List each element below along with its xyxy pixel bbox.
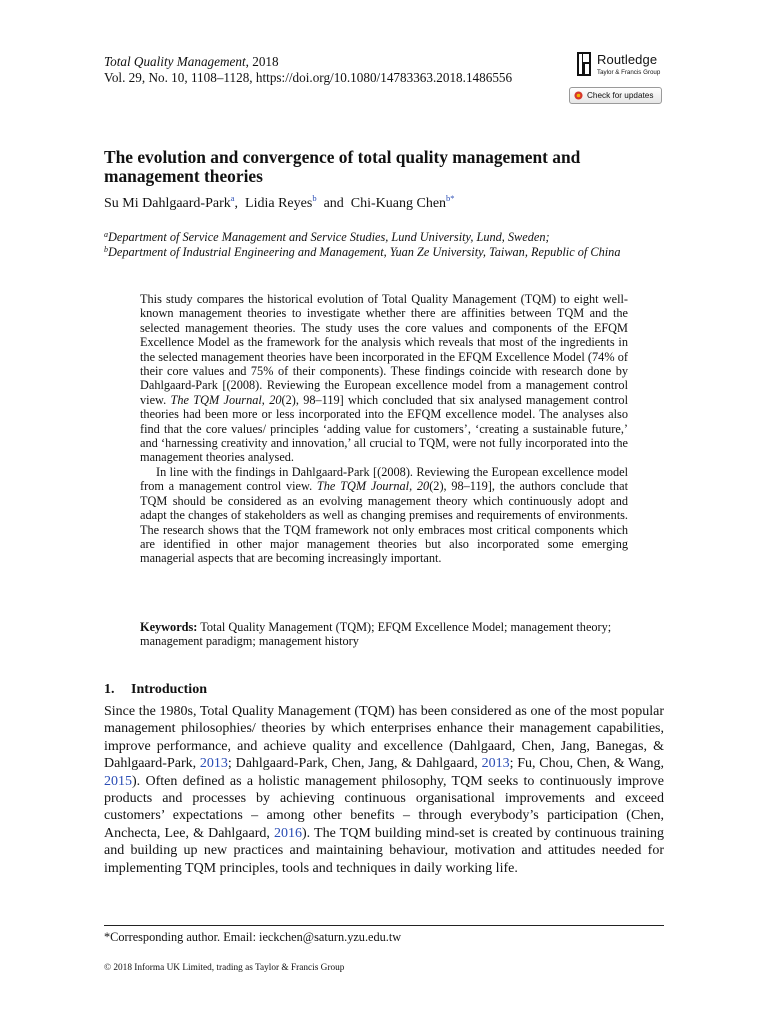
introduction-paragraph [104,703,664,877]
body-text: ). The TQM building mind-set is created by continuous training and building up new practices and maintaining behaviour, motivation and attitudes needed for implementing TQM principles, tools and techniques in daily working life. [104,825,664,876]
author-affiliation-mark[interactable]: b* [446,193,455,203]
citation-link[interactable]: 2015 [104,773,132,789]
author-separator: , [234,196,246,211]
check-for-updates-button[interactable] [569,87,662,104]
keywords-text: Total Quality Management (TQM); EFQM Excellence Model; management theory; management paradigm; management history [140,620,612,649]
affiliation-mark: b [104,244,108,254]
volume-number: 20 [416,479,430,494]
footnote-divider [104,925,664,926]
body-text: ; Dahlgaard-Park, Chen, Jang, & Dahlgaard, [227,756,482,772]
routledge-logo [575,48,675,82]
abstract-text: (2), 98–119] which concluded that six analysed management control theories had been more or less incorporated into the EFQM excellence model. The analyses also find that the core values/ principles ‘adding value for customers’, ‘creating a sustainable future,’ and ‘harnessing creativity and innovation,’ all crucial to TQM, were not fully incorporated into the management theories analysed. [140,392,628,465]
abstract-text: In line with the findings in Dahlgaard-Park [(2008). Reviewing the European excellence model from a management control view. [140,464,628,494]
abstract-paragraph [140,465,628,566]
body-text: ). Often defined as a holistic management philosophy, TQM seeks to continuously improve products and processes by achieving continuous organisational improvements and exceed customers’ expectations – among other benefits – through everybody’s participation (Chen, Anchecta, Lee, & Dahlgaard, [104,773,664,841]
author-list [104,193,455,212]
affiliation-text: Department of Service Management and Service Studies, Lund University, Lund, Sweden; [108,230,550,244]
abstract-text: (2), 98–119], the authors conclude that TQM should be considered as an evolving management theory which continuously adopt and adapt the changes of stakeholders as well as changing premises and requirements of environments. The research shows that the TQM framework not only embraces most critical components which are identified in other major management theories but also incorporated some emerging managerial aspects that are becoming increasingly important. [140,479,628,566]
section-heading [104,682,207,698]
keywords-label: Keywords: [140,620,198,634]
routledge-logo-icon [577,52,591,76]
author-separator: and [316,196,351,211]
abstract-text: This study compares the historical evolution of Total Quality Management (TQM) to eight well-known management theories to investigate whether there are affinities between TQM and the selected management theories. The study uses the core values and components of the EFQM Excellence Model as the framework for the analysis which reveals that most of the ingredients in the selected management theories have been incorporated in the EFQM Excellence Model (74% of their core values and 75% of their components). These findings coincide with research done by Dahlgaard-Park [(2008). Reviewing the European excellence model from a management control view. [140,292,628,407]
journal-name: Total Quality Management [104,54,246,69]
corresponding-author-footnote: *Corresponding author. Email: ieckchen@saturn.yzu.edu.tw [104,930,402,944]
citation-link[interactable]: 2013 [481,756,510,772]
keywords [140,620,628,649]
affiliation-mark: a [104,230,108,239]
author-affiliation-mark[interactable]: a [230,193,235,203]
volume-number: 20 [269,392,282,407]
body-text: ; Fu, Chou, Chen, & Wang, [509,756,664,772]
check-for-updates-label: Check for updates [587,90,654,100]
article-title: The evolution and convergence of total quality management and management theories [104,147,581,186]
abstract-paragraph [140,292,628,465]
journal-citation: The TQM Journal [170,392,262,407]
publisher-subtitle: Taylor & Francis Group [597,69,661,76]
publisher-name: Routledge [597,52,658,67]
check-updates-icon [574,91,583,100]
citation-link[interactable]: 2013 [199,756,228,772]
affiliation-b [104,245,664,260]
author-affiliation-mark[interactable]: b [312,193,317,203]
copyright-notice: © 2018 Informa UK Limited, trading as Taylor & Francis Group [104,963,345,973]
journal-year: , 2018 [245,54,279,69]
affiliation-a [104,230,664,245]
journal-header [104,54,512,86]
abstract-text: , [409,479,417,494]
author-name: Su Mi Dahlgaard-Park [104,196,231,211]
section-number: 1. [104,682,115,697]
section-title: Introduction [131,682,207,697]
journal-citation: The TQM Journal [316,479,410,494]
abstract-text: , [261,392,270,407]
affiliation-text: Department of Industrial Engineering and Management, Yuan Ze University, Taiwan, Republic of China [108,244,621,259]
author-name: Chi-Kuang Chen [350,196,447,211]
affiliations [104,230,664,259]
author-name: Lidia Reyes [245,196,313,211]
body-text: Since the 1980s, Total Quality Management (TQM) has been considered as one of the most popular management philosophies/ theories by which enterprises enhance their management capabilities, improve performance, and achieve quality and excellence (Dahlgaard, Chen, Jang, Banegas, & Dahlgaard-Park, [104,704,664,772]
volume-doi-line: Vol. 29, No. 10, 1108–1128, https://doi.org/10.1080/14783363.2018.1486556 [104,70,513,85]
citation-link[interactable]: 2016 [274,825,302,841]
abstract [140,292,628,566]
